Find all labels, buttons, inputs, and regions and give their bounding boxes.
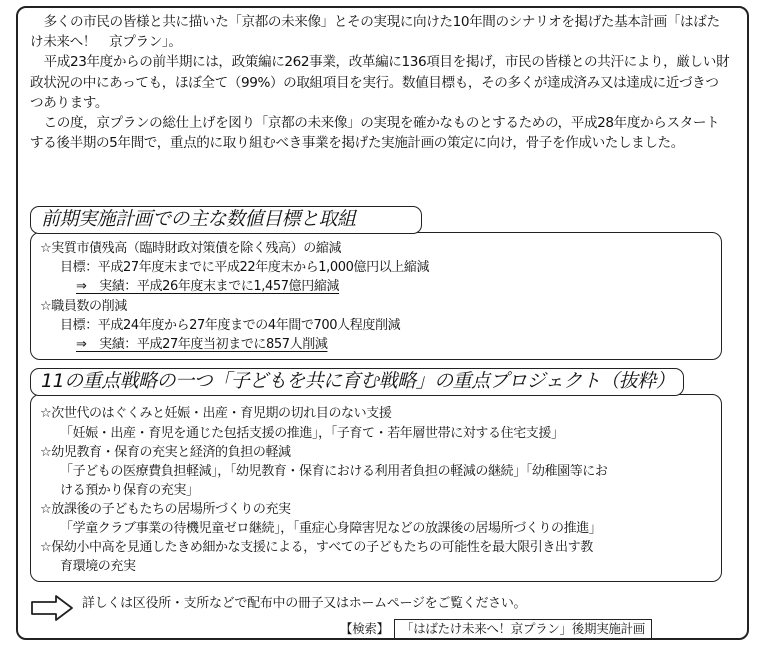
section1-item-2: ☆職員数の削減 xyxy=(40,299,127,314)
section2-detail-1: 「妊娠・出産・育児を通じた包括支援の推進」，「子育て・若年層世帯に対する住宅支援」 xyxy=(60,426,564,441)
section1-item-1: ☆実質市債残高（臨時財政対策債を除く残高）の縮減 xyxy=(40,241,342,256)
intro-paragraph-3: この度，京プランの総仕上げを図り「京都の未来像」の実現を確かなものとするための，平成28年度からスタートする後半期の5年間で，重点的に取り組むべき事業を掲げた実施計画の策定に向け，骨子を作成いたしました。 xyxy=(30,115,720,152)
section2-detail-2a: 「子どもの医療費負担軽減」，「幼児教育・保育における利用者負担の軽減の継続」「幼稚園等にお xyxy=(60,464,608,479)
right-arrow-icon xyxy=(30,594,74,626)
section2-title: 11の重点戦略の一つ「子どもを共に育む戦略」の重点プロジェクト（抜粋） xyxy=(30,368,684,396)
section2-item-3: ☆放課後の子どもたちの居場所づくりの充実 xyxy=(40,502,291,517)
section1-result-1: ⇒ 実績：平成26年度末までに1,457億円縮減 xyxy=(76,279,340,294)
search-term-box: 「はばたけ未来へ！京プラン」後期実施計画 xyxy=(394,619,652,639)
section2-detail-2b: ける預かり保育の充実」 xyxy=(60,483,199,498)
intro-paragraph-2: 平成23年度からの前半期には，政策編に262事業，改革編に136項目を掲げ，市民の皆様との共汗により，厳しい財政状況の中にあっても，ほぼ全て（99%）の取組項目を実行。数値目標も，その多くが達成済み又は達成に近づきつつあります。 xyxy=(30,54,730,111)
intro-text xyxy=(30,12,730,153)
section2-item-1: ☆次世代のはぐくみと妊娠・出産・育児期の切れ目のない支援 xyxy=(40,406,392,421)
section1-title: 前期実施計画での主な数値目標と取組 xyxy=(30,206,422,234)
footer-note: 詳しくは区役所・支所などで配布中の冊子又はホームページをご覧ください。 xyxy=(82,596,527,611)
section2-item-4a: ☆保幼小中高を見通したきめ細かな支援による，すべての子どもたちの可能性を最大限引き出す教 xyxy=(40,540,593,555)
section1-target-2: 目標：平成24年度から27年度までの4年間で700人程度削減 xyxy=(60,318,401,333)
section2-detail-3: 「学童クラブ事業の待機児童ゼロ継続」，「重症心身障害児などの放課後の居場所づくりの推進」 xyxy=(60,521,602,536)
section1-target-1: 目標：平成27年度末までに平成22年度末から1,000億円以上縮減 xyxy=(60,260,430,275)
section2-item-4b: 育環境の充実 xyxy=(60,559,136,574)
section1-result-2: ⇒ 実績：平成27年度当初までに857人削減 xyxy=(76,337,328,352)
section2-item-2: ☆幼児教育・保育の充実と経済的負担の軽減 xyxy=(40,445,291,460)
search-label: 【検索】 xyxy=(340,621,389,636)
intro-paragraph-1: 多くの市民の皆様と共に描いた「京都の未来像」とその実現に向けた10年間のシナリオを掲げた基本計画「はばたけ未来へ！ 京プラン」。 xyxy=(30,14,720,51)
